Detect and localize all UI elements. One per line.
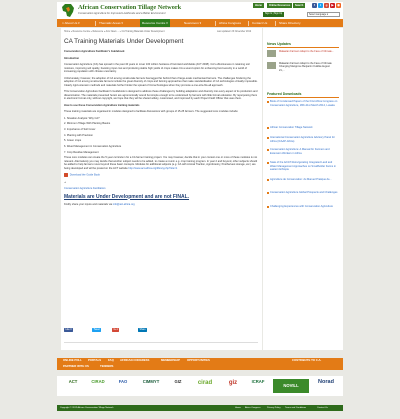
module-item: 5. Green crops xyxy=(64,139,82,143)
featured-download-item[interactable] xyxy=(267,136,339,143)
article-body xyxy=(64,50,258,210)
bottom-link-privacy[interactable]: Privacy Policy xyxy=(267,406,281,409)
nav-share-directory-label: Share Directory xyxy=(279,21,301,25)
nav-about-us-label: About Us xyxy=(64,21,78,25)
nav-newsroom[interactable]: Newsroom ▾ xyxy=(184,21,202,25)
featured-download-label: Conservation Agriculture Global Prospects and Challenges xyxy=(270,191,338,194)
partner-logo-giz[interactable]: GIZ xyxy=(174,379,182,384)
tweet-button[interactable]: Tweet xyxy=(93,329,100,331)
nav-africa-congress-label: Africa Congress xyxy=(219,21,242,25)
download-icon[interactable] xyxy=(64,173,68,177)
nav-resource-centre-label: Resource Centre xyxy=(142,21,166,25)
bullet-icon xyxy=(267,179,269,181)
featured-download-item[interactable] xyxy=(267,148,339,155)
featured-download-label: Challenging Experiences with Conservation Agriculture xyxy=(270,205,334,208)
arrow-text: ⇒ xyxy=(64,180,67,184)
featured-download-label: Agriculture de Conservation: du Manuel Pratique de... xyxy=(270,178,332,181)
paragraph: Unfortunately, however, the adoption of CA among small-scale farmers has lagged far behind that of large-scale mechanised farmers. The challenges hindering the adoption of CA among small-scale farmers include the great diversity of crops and farming approaches that make standardisation of CA technologies virtually impossible. Clearly rigid extension methods and materials further hinder the spread of CA technologies when they promote a one-size-fits-all approach. xyxy=(64,76,258,87)
nav-thematic-areas[interactable]: Thematic Areas ▾ xyxy=(99,21,123,25)
bullet-icon xyxy=(267,137,269,139)
website-link[interactable]: http://www.act-africa.org/library.php?site=1 xyxy=(128,166,178,170)
bottom-link-home[interactable]: Home xyxy=(235,406,241,409)
youtube-icon[interactable]: ▶ xyxy=(331,3,334,7)
bullet-icon xyxy=(267,192,269,194)
share-button[interactable]: Share xyxy=(139,329,146,331)
twitter-icon[interactable]: t xyxy=(320,3,321,7)
footer-links-bar xyxy=(57,358,343,370)
partner-logo-fao[interactable]: FAO xyxy=(118,379,128,384)
share-inputs-text xyxy=(64,203,258,207)
search-button[interactable]: Search xyxy=(295,4,304,7)
module-item: 3. Importance of Soil Cover xyxy=(64,127,96,131)
copyright-bar xyxy=(57,405,343,411)
kindly-text: Kindly share your inputs and materials via xyxy=(64,203,113,207)
paragraph: This Conservation Agriculture Facilitator's Guidebook is designed to address these challenges by building adaptation and diversity into every aspect of its production and dissemination. The materials presented herein are agronomically sound but simple enough to be understood by farmers with little formal education. By repurposing them in electronic format only, without copyright, we hope that they will be shared widely, customised, and improved by each Project Field Officer that uses them. xyxy=(64,90,258,100)
nav-thematic-areas-label: Thematic Areas xyxy=(99,21,121,25)
footer-link-tenders[interactable]: TENDERS xyxy=(100,364,114,368)
footer-link-partner[interactable]: PARTNER WITH US xyxy=(63,364,89,368)
bullet-icon xyxy=(267,101,269,103)
last-updated: Last updated: 23 November 2012 xyxy=(217,31,252,33)
main-nav xyxy=(57,19,343,27)
online-resources-button[interactable]: Online Resources xyxy=(269,4,291,7)
partner-logo-act[interactable]: ACT xyxy=(68,379,78,384)
language-select-value: Select Language xyxy=(309,14,327,16)
paragraph-text: These core modules can create the 5-year curriculum for a CA farmer training project. You may however, decide that in your context one or more of these modules is not relevant. Alternatively you may decide that another subject needs to be added, to create a round. e.g. crop training program. In year 2 and beyond, other subjects should be added to help farmers move beyond these basic concepts. Modules for additional subjects (e.g. CA with Animal Traction, Agroforestry, Postharvest storage, etc.) are being developed and will be posted on the ACT website xyxy=(64,156,258,170)
news-thumbnail[interactable] xyxy=(267,50,276,57)
featured-download-label: Conservation Agriculture: A Manual for Farmers and Extension Workers in Africa xyxy=(270,148,330,155)
partner-logos xyxy=(57,376,343,396)
news-updates-heading: News Updates xyxy=(267,42,291,46)
news-item[interactable]: Malawian Farmers Adapt to the Face of Climate... xyxy=(279,50,334,53)
share-bar xyxy=(64,328,264,333)
featured-download-label: State of the Art/AT Reinvigorating Integrated Land and Water Management Approaches on Smallholder Farms in eastern Ethiopia xyxy=(270,161,336,171)
paragraph: These training materials are organised in modules designed to facilitate discussions with groups of 15-25 farmers. The suggested core modules include: xyxy=(64,110,239,113)
intro-heading: Introduction xyxy=(64,56,80,60)
email-link[interactable]: info@act-africa.org xyxy=(112,203,135,207)
featured-download-item[interactable] xyxy=(267,205,339,209)
copyright-text: Copyright © 2012 African Conservation Tillage Network xyxy=(60,406,114,409)
breadcrumb[interactable]: Home » Resource Centre » Reference » Actv News ... » CA Training Materials Under Development xyxy=(64,31,165,33)
footer-link-contribute[interactable]: CONTRIBUTE TO C.A. xyxy=(292,358,322,362)
paragraph xyxy=(64,156,258,170)
google-plus-button[interactable]: G+1 xyxy=(113,329,118,331)
bullet-icon xyxy=(267,206,269,208)
featured-download-item[interactable] xyxy=(267,126,339,130)
help-heading: How to use these Conservation Agriculture training materials xyxy=(64,103,140,107)
featured-download-item[interactable] xyxy=(267,161,339,172)
sidebar xyxy=(263,28,343,350)
footer-link-opportunities[interactable]: OPPORTUNITIES xyxy=(187,358,210,362)
article-subtitle: Conservation Agriculture Facilitator's Guidebook xyxy=(64,50,125,53)
featured-download-item[interactable] xyxy=(267,191,339,195)
footer-link-portals[interactable]: PORTALS xyxy=(88,358,102,362)
bullet-icon xyxy=(267,149,269,151)
footer-link-faq[interactable]: FAQ xyxy=(108,358,114,362)
nav-contact-us-label: Contact Us xyxy=(252,21,268,25)
under-development-warning: Materials are Under Development and are not FINAL. xyxy=(64,193,190,200)
divider xyxy=(267,47,339,48)
sign-in-link[interactable]: Sign In | Sign Up xyxy=(265,13,283,15)
featured-download-label: International Conservation Agriculture Advisory Panel for Africa (ICAAP-Africa) xyxy=(270,136,335,143)
featured-download-label: Book of Condensed Papers of the First Africa Congress on Conservation Agriculture, 18th-21st March 2014, Lusaka xyxy=(270,100,338,107)
site-title[interactable]: African Conservation Tillage Network xyxy=(78,4,182,11)
news-item[interactable]: Malawian Farmers Adapt to the Face of Climate Changing Mangrove Benjamin Kuiklka August 21,... xyxy=(279,62,332,72)
site-header xyxy=(57,2,343,19)
module-item: 6. Weed Management in Conservation Agriculture xyxy=(64,144,122,148)
footer-link-african-congress[interactable]: AFRICAN CONGRESS xyxy=(120,358,150,362)
featured-download-item[interactable] xyxy=(267,178,339,182)
language-select[interactable]: Select Language ▾ xyxy=(307,12,340,17)
nav-newsroom-label: Newsroom xyxy=(184,21,199,25)
partner-logo-giz-large[interactable]: giz xyxy=(228,380,238,386)
google-plus-icon[interactable]: g xyxy=(325,3,328,7)
module-item: 2. Minimum Tillage With Planting Basins xyxy=(64,122,111,126)
nav-about-us[interactable]: ⌂ About Us ▾ xyxy=(62,21,80,25)
nav-share-directory[interactable] xyxy=(279,19,301,27)
nav-resource-centre[interactable]: Resource Centre ▾ xyxy=(142,21,168,25)
partner-logo-notill[interactable]: NOVILL xyxy=(273,379,309,393)
partner-logo-norad[interactable]: Norad xyxy=(318,379,334,385)
partner-logo-cimmyt[interactable]: CIMMYT xyxy=(142,379,160,384)
footer-link-membership[interactable]: MEMBERSHIP xyxy=(161,358,180,362)
divider xyxy=(64,342,258,343)
bottom-link-contact[interactable]: Contact Us xyxy=(317,406,328,409)
download-row xyxy=(64,173,258,177)
bottom-link-africa-congress[interactable]: Africa Congress xyxy=(245,406,261,409)
featured-download-item[interactable] xyxy=(267,100,339,107)
page-title: CA Training Materials Under Development xyxy=(64,38,184,45)
nav-africa-congress[interactable] xyxy=(219,19,241,27)
download-guide-link[interactable]: Download the Guide Book xyxy=(69,174,100,177)
footer-link-online-poll[interactable]: ONLINE POLL xyxy=(63,358,82,362)
divider xyxy=(267,97,339,98)
act-logo-icon[interactable] xyxy=(60,3,76,18)
partner-logo-cirad[interactable]: CIRAD xyxy=(91,379,105,384)
facilitators-link[interactable]: Conservation Agriculture Facilitators xyxy=(64,187,106,190)
featured-downloads-heading: Featured Downloads xyxy=(267,92,302,96)
module-item: 1. Situation Analysis: Why CA? xyxy=(64,116,100,120)
site-tagline: Conservation Agriculture for Improved Livelihoods and a Better Environment xyxy=(78,12,166,15)
bottom-link-terms[interactable]: Terms and Conditions xyxy=(285,406,307,409)
partner-logo-cirad-large[interactable]: cirad xyxy=(197,380,213,386)
nav-contact-us[interactable] xyxy=(252,19,267,27)
bullet-icon xyxy=(267,127,269,129)
rss-icon[interactable]: ◉ xyxy=(337,3,340,7)
facebook-like-button[interactable]: Like 0 xyxy=(65,329,72,331)
home-button[interactable]: Home xyxy=(255,4,262,7)
main-content xyxy=(61,28,262,350)
partner-logo-icraf[interactable]: ICRAF xyxy=(251,379,265,384)
paragraph: Conservation Agriculture (CA) has spread in the past 40 years to cover 100 million hectares of farmland worldwide (ACT 2008). CA's effectiveness in retaining soil moisture, improving soil quality, boosting input cost and producing stable high yields of crops makes CA a sound option for enhancing food security in a world of increasing population with climate uncertainty. xyxy=(64,63,250,73)
facebook-icon[interactable]: f xyxy=(314,3,315,7)
featured-download-label: African Conservation Tillage Network xyxy=(270,126,313,129)
module-item: 4. Planting with Precision xyxy=(64,133,93,137)
module-item: 7. Crop Residue Management xyxy=(64,150,99,154)
news-thumbnail[interactable] xyxy=(267,62,276,69)
bullet-icon xyxy=(267,162,269,164)
